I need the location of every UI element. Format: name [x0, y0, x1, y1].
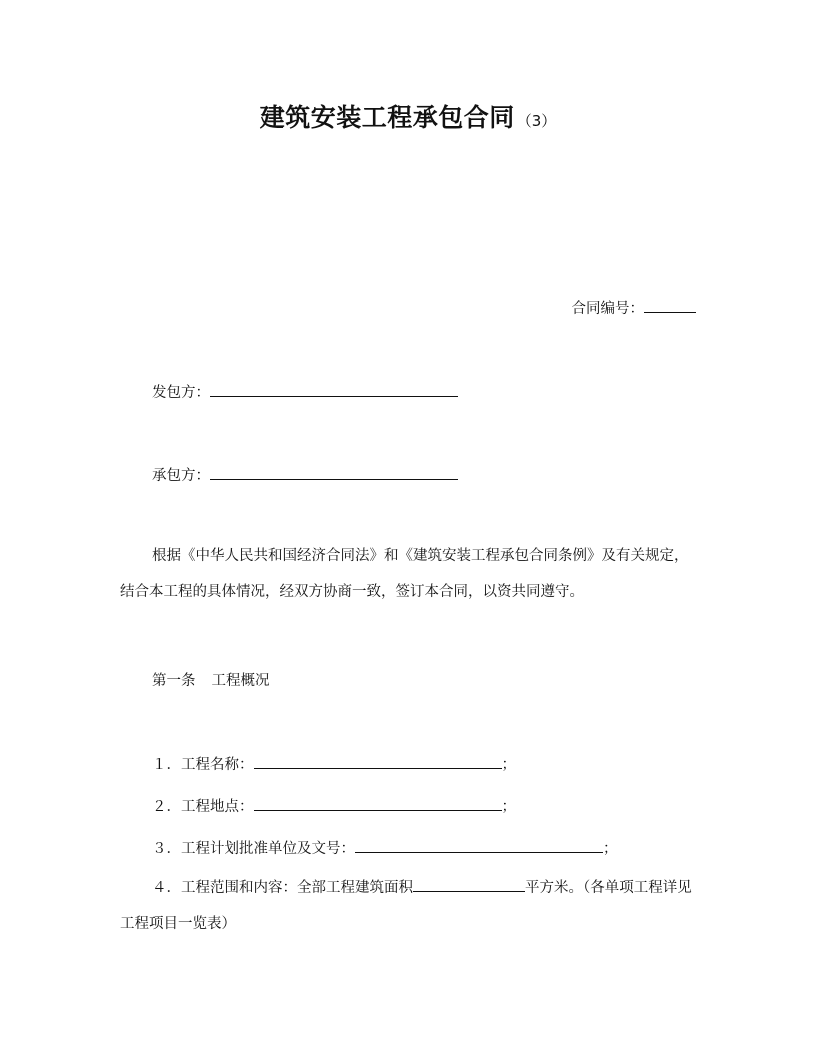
contract-number-blank[interactable]: [644, 297, 696, 313]
item-label: ２．工程地点：: [152, 799, 254, 815]
article-1-heading: [152, 670, 270, 692]
employer-line: [152, 381, 458, 404]
title-text: 建筑安装工程承包合同: [259, 103, 515, 132]
item-project-location: [152, 795, 516, 818]
item-project-name: [152, 753, 516, 776]
document-title: [0, 98, 816, 134]
contract-number-line: [572, 297, 697, 320]
project-name-blank[interactable]: [254, 753, 502, 769]
approval-unit-blank[interactable]: [355, 837, 603, 853]
title-suffix: （3）: [516, 112, 557, 130]
contractor-line: [152, 464, 458, 487]
item-end: ；: [501, 757, 516, 773]
contractor-blank[interactable]: [210, 464, 458, 480]
item-approval-unit: [152, 837, 618, 860]
employer-label: 发包方：: [152, 385, 210, 401]
scope-text-before: ４．工程范围和内容：全部工程建筑面积: [152, 880, 413, 896]
contract-number-label: 合同编号：: [571, 301, 644, 317]
item-end: ；: [603, 841, 618, 857]
employer-blank[interactable]: [210, 381, 458, 397]
item-scope-paragraph: [120, 870, 696, 942]
article-number: 第一条: [152, 673, 196, 689]
item-label: １．工程名称：: [152, 757, 254, 773]
item-end: ；: [501, 799, 516, 815]
scope-text-after: 平方米。（各单项工程详见工程项目一览表）: [120, 880, 692, 932]
project-location-blank[interactable]: [254, 795, 502, 811]
building-area-blank[interactable]: [413, 876, 525, 892]
contractor-label: 承包方：: [152, 468, 210, 484]
preamble-paragraph: [120, 538, 696, 610]
item-label: ３．工程计划批准单位及文号：: [152, 841, 355, 857]
preamble-text: 根据《中华人民共和国经济合同法》和《建筑安装工程承包合同条例》及有关规定，结合本工程的具体情况，经双方协商一致，签订本合同，以资共同遵守。: [120, 548, 689, 600]
article-title: 工程概况: [211, 673, 270, 689]
